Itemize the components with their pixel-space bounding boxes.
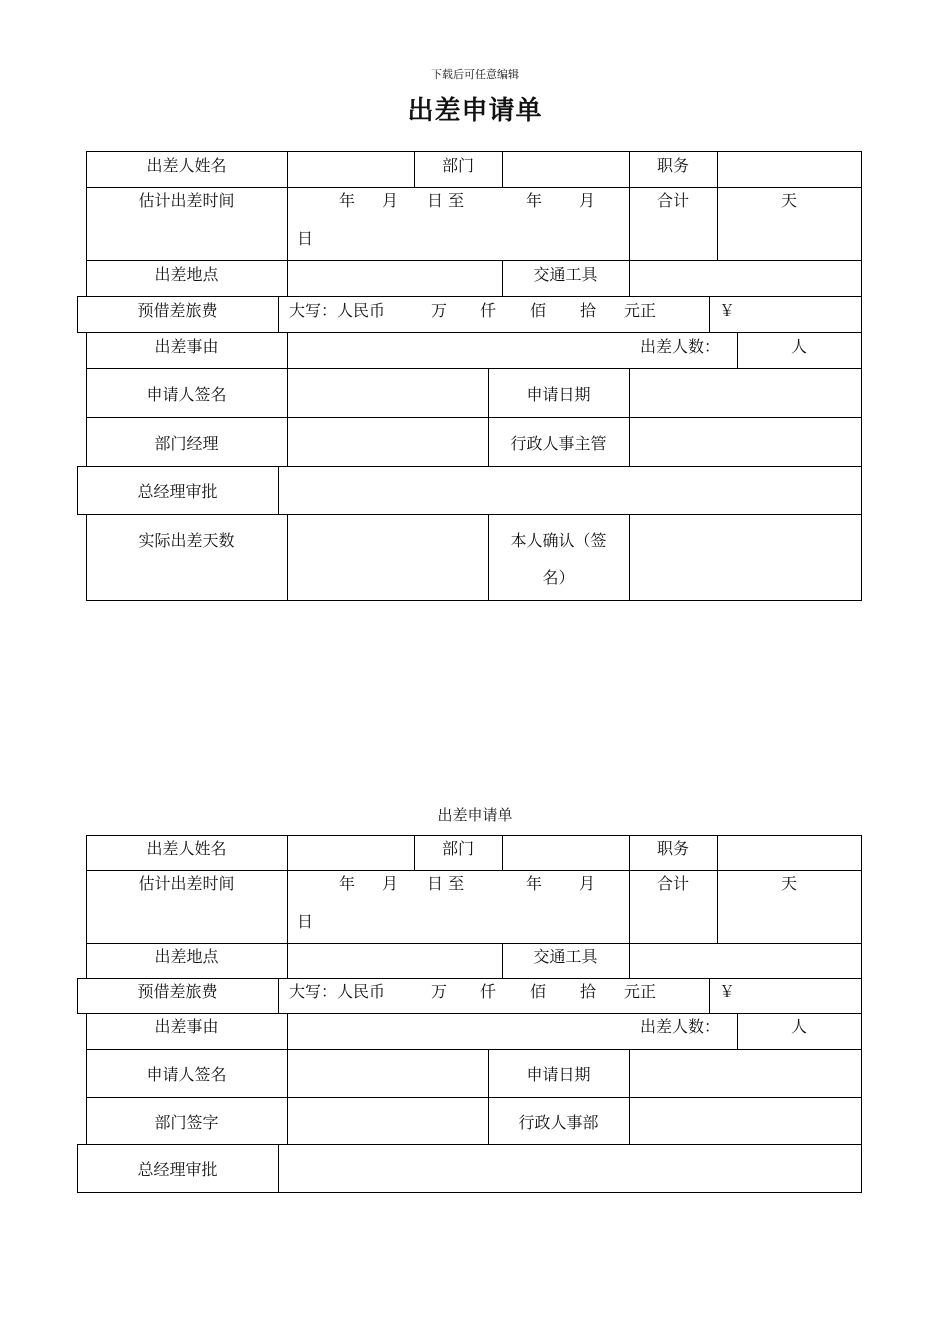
form1-col-divider: [629, 260, 630, 297]
amount-capital: 大写：人民币: [289, 982, 386, 1001]
amount-shi: 拾: [580, 982, 597, 1001]
people-label: 出差人数：: [640, 337, 721, 356]
time-month-end: 月: [579, 874, 596, 893]
name-label: 出差人姓名: [146, 839, 227, 858]
amount-yuan: 元正: [624, 301, 657, 320]
transport-label: 交通工具: [533, 265, 598, 284]
place-label: 出差地点: [154, 947, 219, 966]
confirm-label: 本人确认（签: [510, 531, 607, 550]
applicant-sign-label: 申请人签名: [146, 1065, 227, 1084]
total-label: 合计: [656, 191, 689, 210]
form2-col-divider: [278, 978, 279, 1014]
people-label: 出差人数：: [640, 1017, 721, 1036]
form2-col-divider: [629, 943, 630, 979]
form1-border: [86, 514, 87, 601]
time-day-to: 日 至: [427, 874, 465, 893]
time-day-to: 日 至: [427, 191, 465, 210]
time-year-end: 年: [526, 874, 543, 893]
time-day-end: 日: [297, 912, 314, 931]
form1-border: [86, 600, 862, 601]
confirm-label-cont: 名）: [542, 568, 575, 587]
form2-col-divider: [287, 835, 288, 979]
form1-row-divider: [86, 417, 862, 418]
days-unit: 天: [780, 191, 797, 210]
amount-wan: 万: [431, 982, 448, 1001]
form2-border: [86, 835, 862, 836]
advance-label: 预借差旅费: [137, 301, 218, 320]
admin-label: 行政人事部: [518, 1113, 599, 1132]
amount-qian: 仟: [480, 982, 497, 1001]
form1-row-divider: [77, 514, 862, 515]
reason-label: 出差事由: [154, 1017, 219, 1036]
form2-col-divider: [709, 978, 710, 1014]
yuan-symbol: ￥: [719, 301, 736, 320]
dept-sign-label: 部门签字: [154, 1113, 219, 1132]
form2-row-divider: [86, 1097, 862, 1098]
form1-col-divider: [287, 514, 288, 601]
time-year: 年: [339, 191, 356, 210]
form2-row-divider: [86, 1049, 862, 1050]
time-day-end: 日: [297, 229, 314, 248]
form2-row-divider: [77, 1144, 862, 1145]
transport-label: 交通工具: [533, 947, 598, 966]
amount-shi: 拾: [580, 301, 597, 320]
form2-border: [77, 1192, 862, 1193]
position-label: 职务: [656, 839, 689, 858]
applicant-sign-label: 申请人签名: [146, 385, 227, 404]
amount-wan: 万: [431, 301, 448, 320]
amount-qian: 仟: [480, 301, 497, 320]
dept-label: 部门: [441, 156, 474, 175]
form1-row-divider: [86, 260, 862, 261]
days-unit: 天: [780, 874, 797, 893]
dept-label: 部门: [441, 839, 474, 858]
time-label: 估计出差时间: [138, 191, 235, 210]
form1-col-divider: [709, 296, 710, 333]
form1-row-divider: [86, 187, 862, 188]
amount-bai: 佰: [530, 982, 547, 1001]
form2-row-divider: [86, 870, 862, 871]
form1-col-divider: [502, 151, 503, 188]
amount-yuan: 元正: [624, 982, 657, 1001]
admin-label: 行政人事主管: [510, 434, 607, 453]
form1-col-divider: [287, 332, 288, 467]
form1-row-divider: [77, 296, 862, 297]
form2-col-divider: [629, 1049, 630, 1145]
total-label: 合计: [656, 874, 689, 893]
time-month: 月: [382, 191, 399, 210]
form2-col-divider: [502, 835, 503, 871]
time-year-end: 年: [526, 191, 543, 210]
form2-col-divider: [278, 1144, 279, 1193]
form1-col-divider: [629, 368, 630, 467]
header-note: 下载后可任意编辑: [431, 68, 519, 81]
actual-days-label: 实际出差天数: [138, 531, 235, 550]
form1-col-divider: [278, 466, 279, 515]
form2-row-divider: [77, 978, 862, 979]
time-month-end: 月: [579, 191, 596, 210]
name-label: 出差人姓名: [146, 156, 227, 175]
form1-col-divider: [287, 151, 288, 297]
yuan-symbol: ￥: [719, 982, 736, 1001]
form2-title: 出差申请单: [437, 806, 513, 824]
apply-date-label: 申请日期: [526, 385, 591, 404]
form1-row-divider: [77, 332, 862, 333]
form1-title: 出差申请单: [407, 96, 543, 126]
place-label: 出差地点: [154, 265, 219, 284]
amount-bai: 佰: [530, 301, 547, 320]
form1-border: [861, 151, 862, 601]
form1-col-divider: [629, 514, 630, 601]
form1-row-divider: [86, 368, 862, 369]
form2-col-divider: [287, 1013, 288, 1145]
people-unit: 人: [790, 337, 807, 356]
apply-date-label: 申请日期: [526, 1065, 591, 1084]
time-label: 估计出差时间: [138, 874, 235, 893]
gm-approval-label: 总经理审批: [137, 482, 218, 501]
time-year: 年: [339, 874, 356, 893]
form1-border: [86, 151, 862, 152]
form2-row-divider: [86, 943, 862, 944]
form1-row-divider: [77, 466, 862, 467]
advance-label: 预借差旅费: [137, 982, 218, 1001]
reason-label: 出差事由: [154, 337, 219, 356]
form2-row-divider: [77, 1013, 862, 1014]
form2-border: [861, 835, 862, 1193]
form1-col-divider: [278, 296, 279, 333]
position-label: 职务: [656, 156, 689, 175]
time-month: 月: [382, 874, 399, 893]
gm-approval-label: 总经理审批: [137, 1160, 218, 1179]
amount-capital: 大写：人民币: [289, 301, 386, 320]
dept-manager-label: 部门经理: [154, 434, 219, 453]
people-unit: 人: [790, 1017, 807, 1036]
